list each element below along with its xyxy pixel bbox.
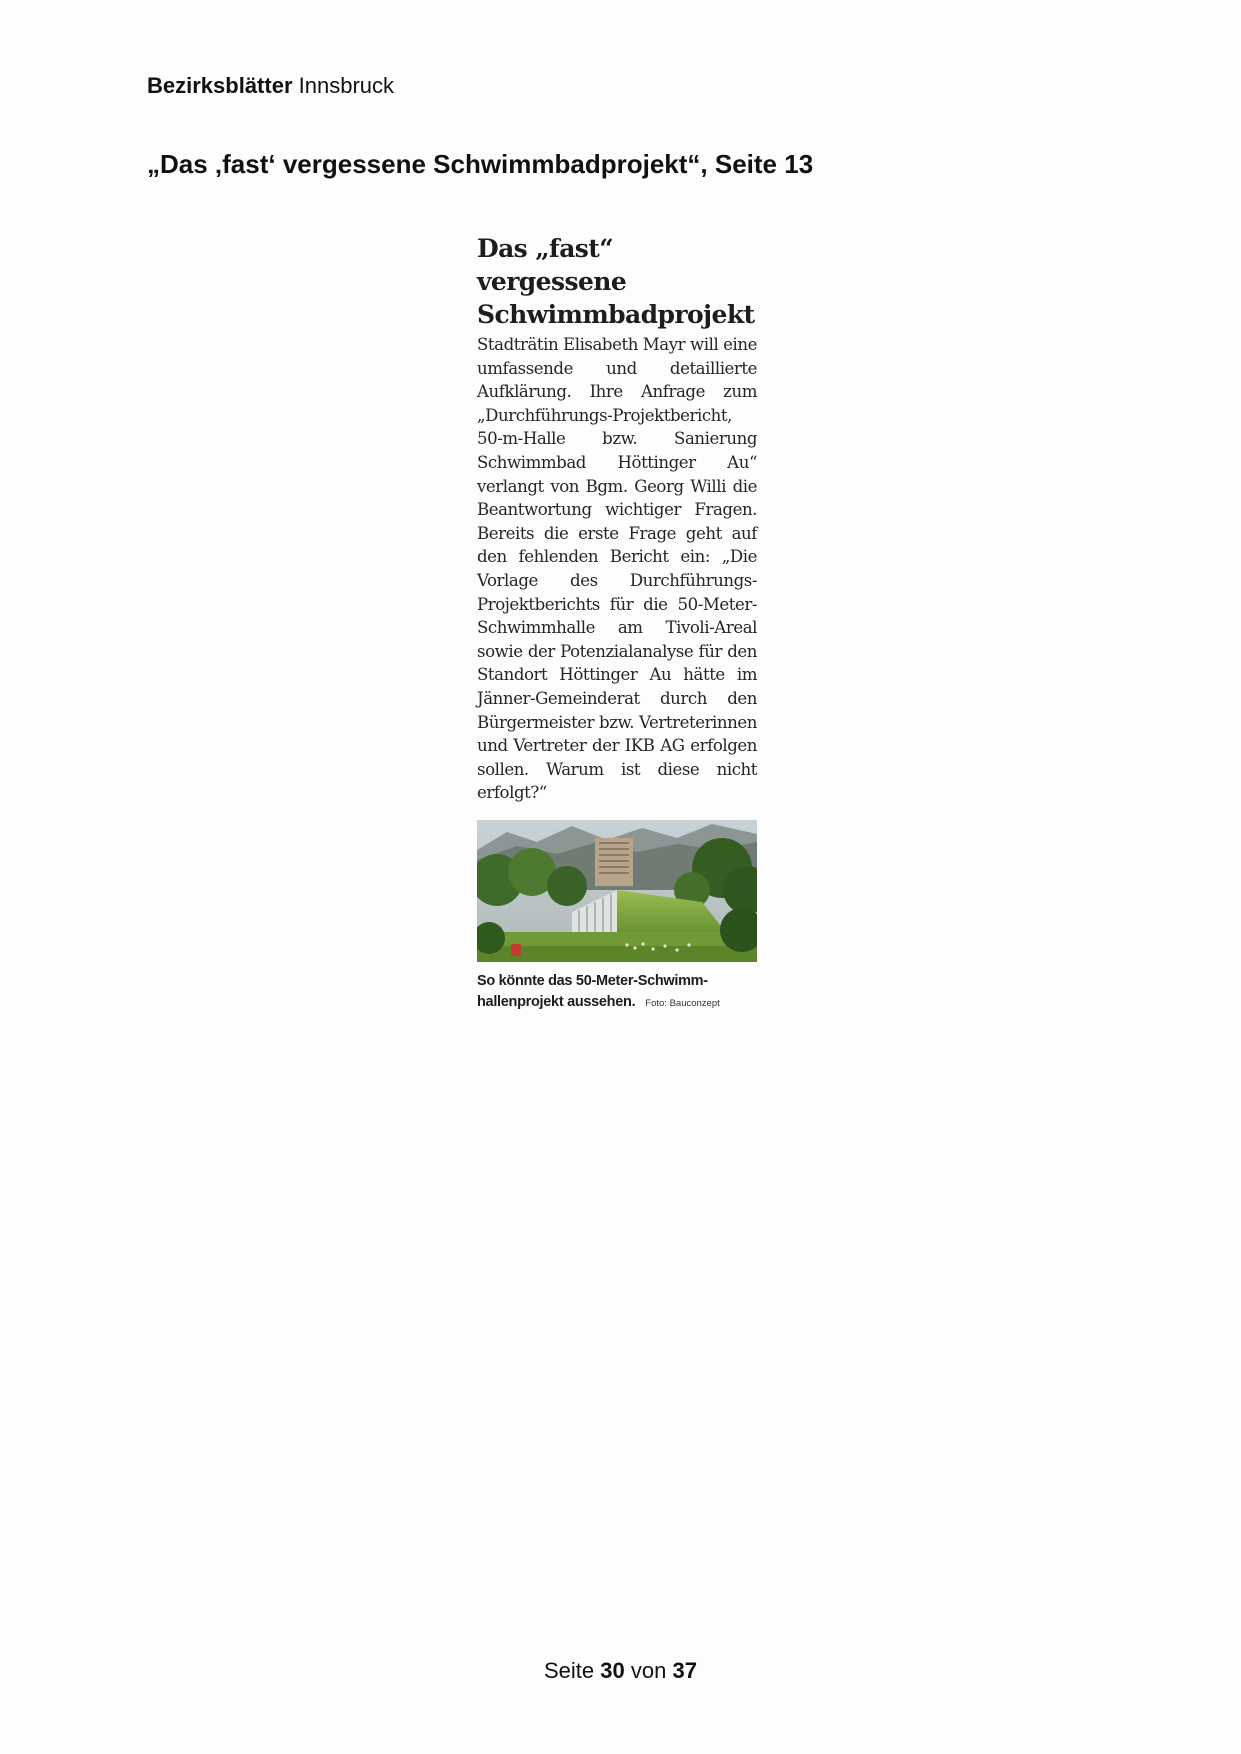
article-headline: Das „fast“ vergessene Schwimmbadprojekt (477, 234, 755, 329)
page-footer (0, 1657, 1241, 1685)
photo-credit: Foto: Bauconzept (645, 997, 720, 1009)
total-page-count: 37 (672, 1658, 697, 1683)
current-page-number: 30 (600, 1658, 625, 1683)
article-photo (477, 820, 757, 962)
caption-text: So könnte das 50-Meter-Schwimmhallenprojekt aussehen. (477, 972, 709, 1010)
article-body: Stadträtin Elisabeth Mayr will eine umfassende und detaillierte Aufklärung. Ihre Anfrage zum „Durchführungs-Projektbericht, 50-m-Halle bzw. Sanierung Schwimmbad Höttinger Au“ verlangt von Bgm. Georg Willi die Beantwortung wichtiger Fragen. Bereits die erste Frage geht auf den fehlenden Bericht ein: „Die Vorlage des Durchführungs-Projektberichts für die 50-Meter-Schwimmhalle am Tivoli-Areal sowie der Potenzialanalyse für den Standort Höttinger Au hätte im Jänner-Gemeinderat durch den Bürgermeister bzw. Vertreterinnen und Vertreter der IKB AG erfolgen sollen. Warum ist diese nicht erfolgt?“ (477, 335, 757, 803)
footer-middle: von (630, 1658, 667, 1683)
document-title: „Das ‚fast‘ vergessene Schwimmbadprojekt“, Seite 13 (147, 149, 814, 179)
footer-prefix: Seite (544, 1658, 595, 1683)
publication-region: Innsbruck (298, 73, 395, 98)
publication-name: Bezirksblätter (147, 73, 293, 98)
newspaper-clipping (477, 232, 757, 1014)
photo-caption (477, 971, 757, 1014)
publication-line (147, 72, 394, 100)
